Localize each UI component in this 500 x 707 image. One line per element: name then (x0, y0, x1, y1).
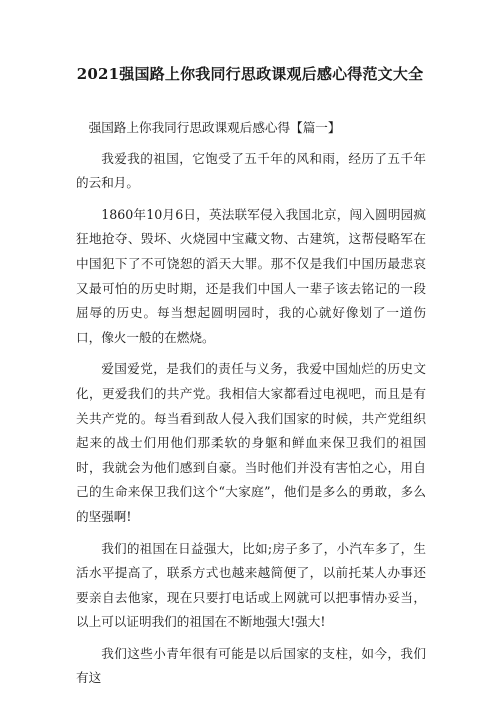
paragraph-1: 我爱我的祖国，它饱受了五千年的风和雨，经历了五千年的云和月。 (76, 150, 426, 191)
paragraph-4: 我们的祖国在日益强大，比如;房子多了，小汽车多了，生活水平提高了，联系方式也越来越简便了，以前托某人办事还要亲自去他家，现在只要打电话或上网就可以把事情办妥当，以上可以证明我们的祖国在不断地强大!强大! (76, 540, 426, 630)
paragraph-2: 1860年10月6日，英法联军侵入我国北京，闯入圆明园疯狂地抢夺、毁坏、火烧园中宝藏文物、古建筑，这帮侵略军在中国犯下了不可饶恕的滔天大罪。那不仅是我们中国历最悲哀又最可怕的历史时期，还是我们中国人一辈子该去铭记的一段屈辱的历史。每当想起圆明园时，我的心就好像划了一道伤口，像火一般的在燃烧。 (76, 206, 426, 345)
document-title: 2021强国路上你我同行思政课观后感心得范文大全 (76, 65, 424, 83)
paragraph-5: 我们这些小青年很有可能是以后国家的支柱，如今，我们有这 (76, 645, 426, 686)
paragraph-3: 爱国爱党，是我们的责任与义务，我爱中国灿烂的历史文化，更爱我们的共产党。我相信大家都看过电视吧，而且是有关共产党的。每当看到敌人侵入我们国家的时候，共产党组织起来的战士们用他们那柔软的身躯和鲜血来保卫我们的祖国时，我就会为他们感到自豪。当时他们并没有害怕之心，用自己的生命来保卫我们这个“大家庭”，他们是多么的勇敢，多么的坚强啊! (76, 361, 426, 524)
section-heading: 强国路上你我同行思政课观后感心得【篇一】 (88, 120, 341, 135)
document-body (76, 116, 426, 698)
